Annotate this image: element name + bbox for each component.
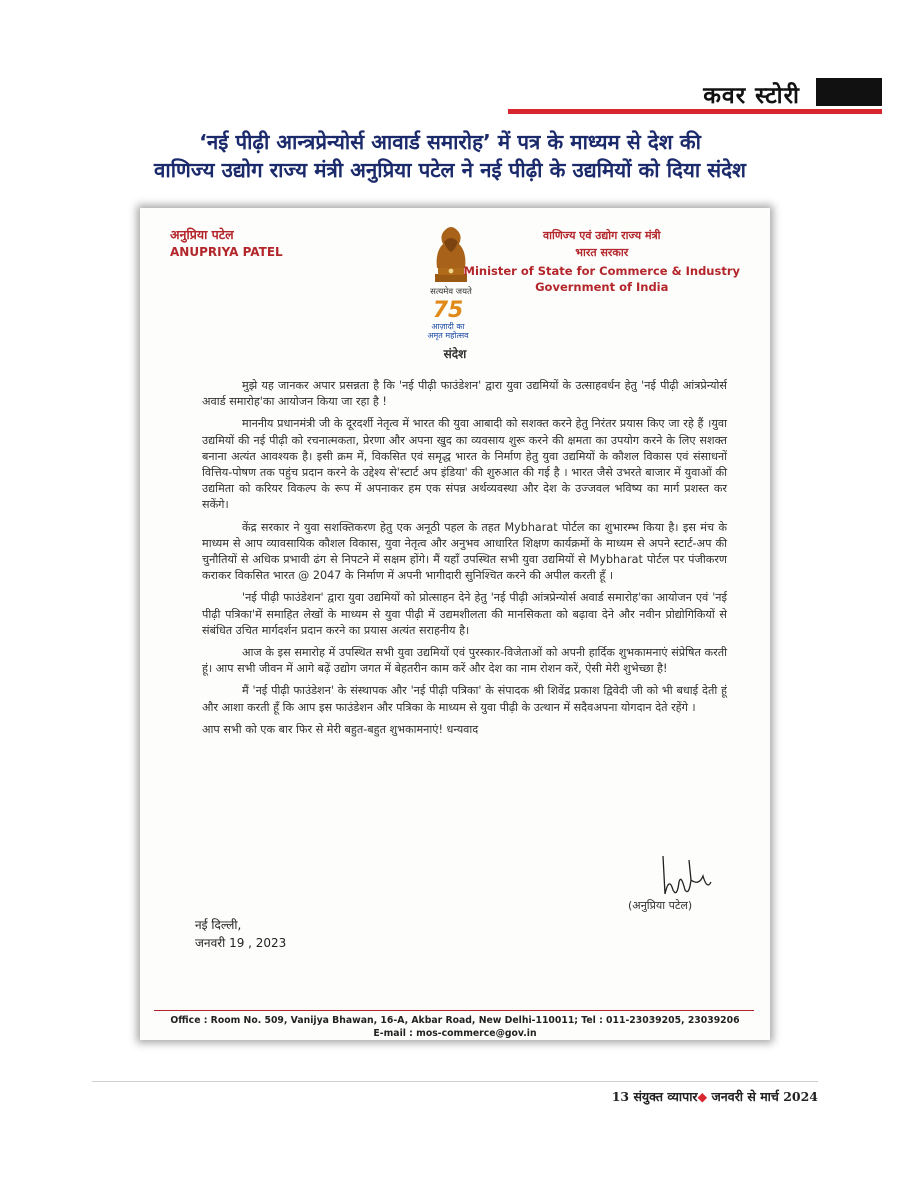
issue-period: जनवरी से मार्च 2024 xyxy=(711,1089,818,1104)
letter-paragraph: आज के इस समारोह में उपस्थित सभी युवा उद्यमियों एवं पुरस्कार-विजेताओं को अपनी हार्दिक शुभकामनाएं संप्रेषित करती हूं। आप सभी जीवन में आगे बढ़ें उद्योग जगत में बेहतरीन काम करें और देश का नाम रोशन करें, ऐसी मेरी शुभेच्छा है! xyxy=(202,646,727,676)
letter-paragraph: मैं 'नई पीढ़ी फाउंडेशन' के संस्थापक और 'नई पीढ़ी पत्रिका' के संपादक श्री शिवेंद्र प्रकाश द्विवेदी जी को भी बधाई देती हूं और आशा करती हूँ कि आप इस फाउंडेशन और पत्रिका के माध्यम से युवा पीढ़ी के उत्थान में सदैवअपना योगदान देते रहेंगे । xyxy=(202,684,727,714)
office-email: E-mail : mos-commerce@gov.in xyxy=(373,1028,537,1039)
azadi-logo-number: 75 xyxy=(432,298,464,323)
letter-paragraph: केंद्र सरकार ने युवा सशक्तिकरण हेतु एक अनूठी पहल के तहत Mybharat पोर्टल का शुभारम्भ किया है। इस मंच के माध्यम से आप व्यावसायिक कौशल विकास, युवा नेतृत्व और अनुभव आधारित शिक्षण कार्यक्रमों के माध्यम से अपने स्टार्ट-अप की चुनौतियों से अधिक प्रभावी ढंग से निपटने में सक्षम होंगे। मैं यहाँ उपस्थित सभी युवा उद्यमियों से Mybharat पोर्टल पर पंजीकरण कराकर विकसित भारत @ 2047 के निर्माण में अपनी भागीदारी सुनिश्चित करने की अपील करती हूँ । xyxy=(202,520,727,583)
letter-closing: आप सभी को एक बार फिर से मेरी बहुत-बहुत शुभकामनाएं! धन्यवाद xyxy=(202,722,479,736)
azadi-logo-text-1: आज़ादी का xyxy=(431,322,465,331)
page-footer xyxy=(612,1088,818,1105)
magazine-name: संयुक्त व्यापार xyxy=(633,1089,698,1104)
letter-image xyxy=(140,208,770,1040)
azadi-logo-text-2: अमृत महोत्सव xyxy=(427,331,469,340)
letterhead-right xyxy=(464,228,740,294)
letter-place: नई दिल्ली, xyxy=(195,918,242,932)
letter-heading: संदेश xyxy=(443,347,467,361)
headline-line-1: ‘नई पीढ़ी आन्त्रप्रेन्योर्स आवार्ड समारोह’ में पत्र के माध्यम से देश की xyxy=(199,130,701,154)
letter-paragraph: 'नई पीढ़ी फाउंडेशन' द्वारा युवा उद्यमियों को प्रोत्साहन देने हेतु 'नई पीढ़ी आंत्रप्रेन्योर्स अवार्ड समारोह'का आयोजन एवं 'नई पीढ़ी पत्रिका'में समाहित लेखों के माध्यम से युवा पीढ़ी में उद्यमशीलता की मानसिकता को बढ़ावा देने और नवीन प्रोद्योगिकियों से संबंधित उचित मार्गदर्शन प्रदान करने का प्रयास अत्यंत सराहनीय है। xyxy=(202,591,727,637)
letter-paragraph: माननीय प्रधानमंत्री जी के दूरदर्शी नेतृत्व में भारत की युवा आबादी को सशक्त करने हेतु निरंतर प्रयास किए जा रहे हैं ।युवा उद्यमियों की नई पीढ़ी को रचनात्मकता, प्रेरणा और अपना खुद का व्यवसाय शुरू करने की क्षमता का उपयोग करने के लिए सशक्त बनाना अत्यंत आवश्यक है। इसी क्रम में, विकसित एवं समृद्ध भारत के निर्माण हेतु युवा उद्यमियों के कौशल विकास एवं संसाधनों वित्तिय-पोषण तक पहुंच प्रदान करने के उद्देश्य से'स्टार्ट अप इंडिया' की शुरुआत की गई है । भारत जैसे उभरते बाजार में युवाओं की उद्यमिता को करियर विकल्प के रूप में अपनाकर हम एक संपन्न अर्थव्यवस्था और देश के उज्जवल भविष्य का मार्ग प्रशस्त कर सकेंगे। xyxy=(202,417,727,512)
headline-line-2: वाणिज्य उद्योग राज्य मंत्री अनुप्रिया पटेल ने नई पीढ़ी के उद्यमियों को दिया संदेश xyxy=(154,158,746,182)
azadi-logo xyxy=(408,300,488,340)
signature xyxy=(645,846,725,906)
emblem-motto: सत्यमेव जयते xyxy=(430,287,472,297)
article-headline xyxy=(0,128,900,184)
sender-name-hindi: अनुप्रिया पटेल xyxy=(170,227,234,242)
section-label-block xyxy=(816,78,882,106)
sender-govt-english: Government of India xyxy=(535,280,669,294)
sender-title-hindi: वाणिज्य एवं उद्योग राज्य मंत्री xyxy=(543,229,661,242)
diamond-icon: ◆ xyxy=(697,1089,708,1104)
sender-govt-hindi: भारत सरकार xyxy=(575,246,629,259)
sender-title-english: Minister of State for Commerce & Industry xyxy=(463,264,740,278)
header-red-rule xyxy=(508,109,882,114)
letter-footer-rule xyxy=(154,1010,754,1011)
signatory-name: (अनुप्रिया पटेल) xyxy=(628,899,693,912)
page-number: 13 xyxy=(611,1089,630,1104)
letter-paragraph: मुझे यह जानकर अपार प्रसन्नता है कि 'नई पीढ़ी फाउंडेशन' द्वारा युवा उद्यमियों के उत्साहवर्धन हेतु 'नई पीढ़ी आंत्रप्रेन्योर्स अवार्ड समारोह'का आयोजन किया जा रहा है ! xyxy=(202,379,727,409)
office-address: Office : Room No. 509, Vanijya Bhawan, 16-A, Akbar Road, New Delhi-110011; Tel : 011-23039205, 23039206 xyxy=(170,1015,740,1026)
letter-body xyxy=(202,378,727,744)
letterhead-left xyxy=(170,226,283,259)
letter-date: जनवरी 19 , 2023 xyxy=(195,936,287,950)
section-label: कवर स्टोरी xyxy=(703,83,800,109)
page-footer-rule xyxy=(92,1081,818,1082)
sender-name-english: ANUPRIYA PATEL xyxy=(170,245,283,259)
